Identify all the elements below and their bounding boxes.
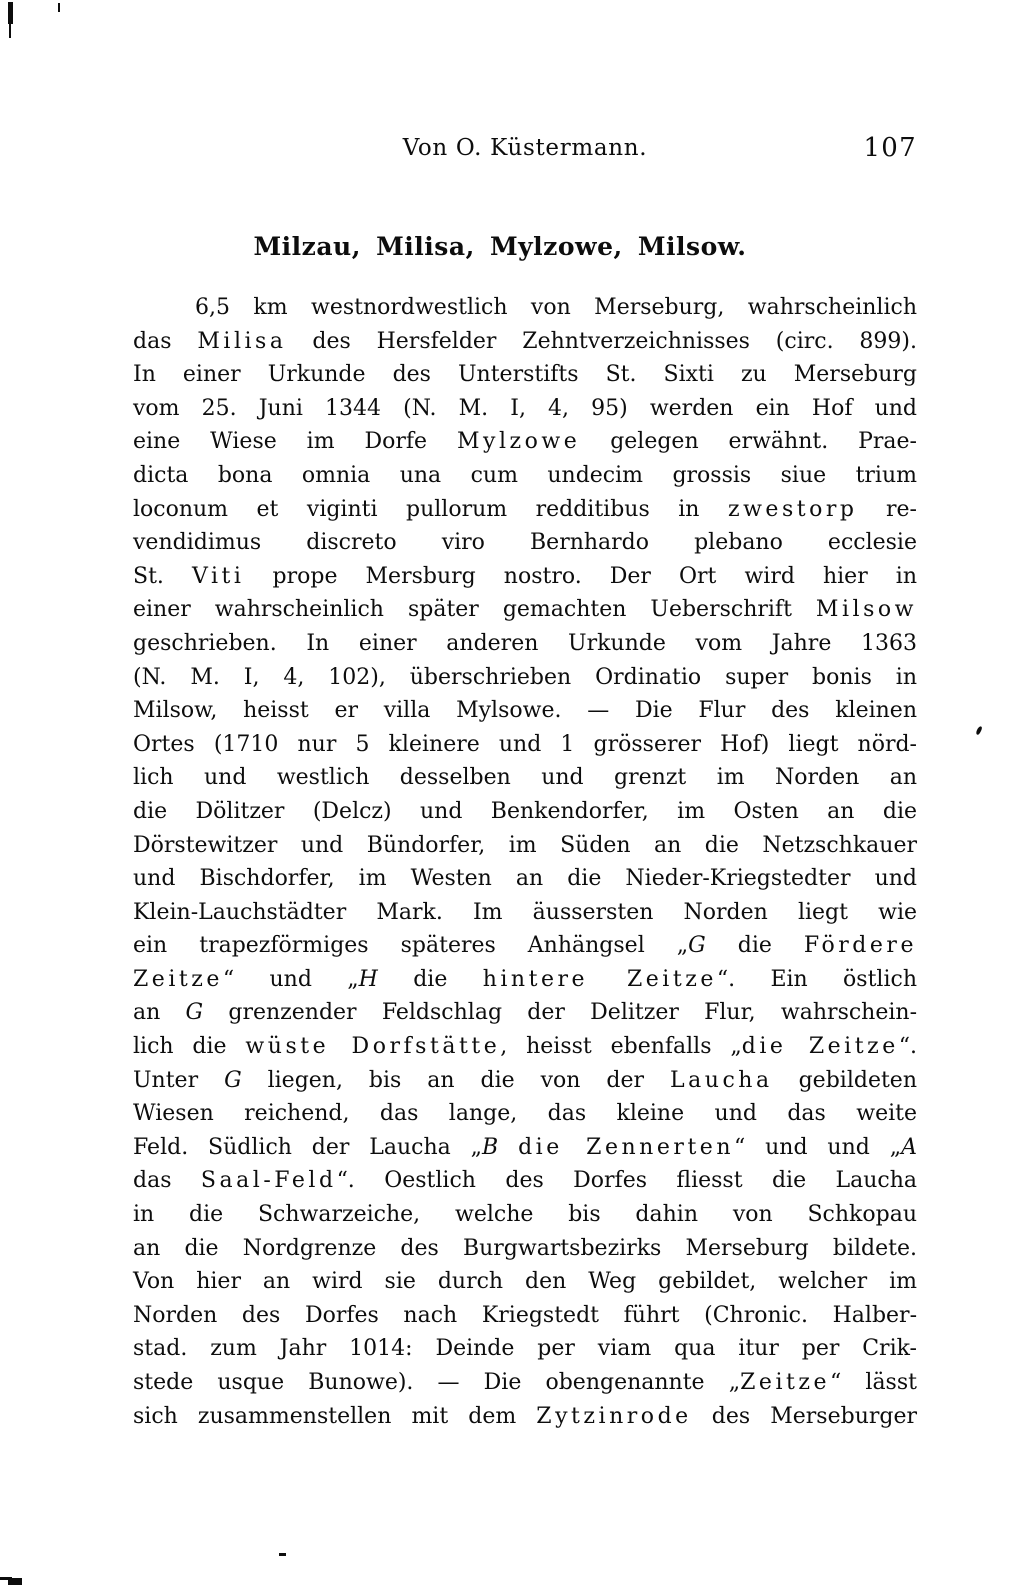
- section-title: Milzau, Milisa, Mylzowe, Milsow.: [253, 232, 747, 261]
- text-line: [133, 1164, 917, 1198]
- text-segment-italic: H: [358, 966, 378, 992]
- text-line: [133, 795, 917, 829]
- text-segment: Wiesen reichend, das lange, das kleine und das weite: [133, 1101, 917, 1127]
- scan-artifact-top-left-bar: [8, 2, 13, 24]
- text-segment: Norden des Dorfes nach Kriegstedt führt (Chronic. Halber-: [133, 1302, 917, 1328]
- text-segment: die: [377, 966, 483, 992]
- text-line: [133, 761, 917, 795]
- text-segment-spaced: Milsow: [815, 597, 917, 623]
- text-line: [133, 459, 917, 493]
- text-segment-spaced: die Zeitze: [741, 1034, 899, 1060]
- text-segment: “. Oestlich des Dorfes fliesst die Laucha: [336, 1168, 918, 1194]
- scan-artifact-right-speck: [975, 726, 982, 736]
- text-segment: und Bischdorfer, im Westen an die Nieder-Kriegstedter und: [133, 866, 917, 892]
- text-line: [133, 829, 917, 863]
- text-segment: , heisst ebenfalls „: [500, 1034, 742, 1060]
- text-segment: re-: [857, 496, 917, 522]
- text-line: [133, 325, 917, 359]
- text-segment-spaced: Saal-Feld: [200, 1168, 337, 1194]
- text-segment-spaced: hintere Zeitze: [482, 966, 717, 992]
- scan-artifact-top-tick: [58, 3, 60, 12]
- text-segment: (N. M. I, 4, 102), überschrieben Ordinatio super bonis in: [133, 664, 917, 690]
- text-segment-spaced: wüste Dorfstätte: [245, 1034, 501, 1060]
- scan-artifact-top-left-bar-thin: [9, 24, 11, 38]
- text-line: [133, 1299, 917, 1333]
- text-segment: vendidimus discreto viro Bernhardo plebano ecclesie: [133, 530, 917, 556]
- text-line: [133, 627, 917, 661]
- text-line: [133, 1332, 917, 1366]
- text-segment-spaced: Laucha: [670, 1067, 773, 1093]
- text-segment: “. Ein östlich: [716, 966, 917, 992]
- text-segment: Milsow, heisst er villa Mylsowe. — Die Flur des kleinen: [133, 698, 917, 724]
- text-segment: geschrieben. In einer anderen Urkunde vom Jahre 1363: [133, 630, 917, 656]
- text-line: [133, 694, 917, 728]
- text-line: [133, 425, 917, 459]
- text-segment-spaced: Zeitze: [133, 966, 223, 992]
- text-segment: einer wahrscheinlich später gemachten Ueberschrift: [133, 597, 816, 623]
- text-segment-italic: B: [482, 1134, 499, 1160]
- text-line: [133, 862, 917, 896]
- running-header-author: Von O. Küstermann.: [402, 135, 648, 161]
- text-line: [133, 358, 917, 392]
- text-segment: stad. zum Jahr 1014: Deinde per viam qua itur per Crik-: [133, 1336, 917, 1362]
- text-segment: prope Mersburg nostro. Der Ort wird hier in: [244, 563, 917, 589]
- text-segment: lich und westlich desselben und grenzt im Norden an: [133, 765, 917, 791]
- text-segment: “.: [898, 1034, 918, 1060]
- text-line: [133, 1265, 917, 1299]
- text-segment: Ortes (1710 nur 5 kleinere und 1 grösserer Hof) liegt nörd-: [133, 731, 917, 757]
- text-segment: des Hersfelder Zehntverzeichnisses (circ. 899).: [286, 328, 917, 354]
- text-segment: In einer Urkunde des Unterstifts St. Sixti zu Merseburg: [133, 362, 917, 388]
- text-segment: St.: [133, 563, 192, 589]
- text-segment-spaced: Milisa: [197, 328, 287, 354]
- text-line: [133, 526, 917, 560]
- text-line: [133, 1198, 917, 1232]
- text-segment: das: [133, 328, 198, 354]
- text-segment: das: [133, 1168, 201, 1194]
- text-line: [133, 963, 917, 997]
- text-segment: an die Nordgrenze des Burgwartsbezirks Merseburg bildete.: [133, 1235, 917, 1261]
- text-line: [133, 728, 917, 762]
- text-segment: “ und und „: [734, 1134, 902, 1160]
- running-header: [133, 135, 917, 165]
- text-segment: die Dölitzer (Delcz) und Benkendorfer, im Osten an die: [133, 798, 917, 824]
- text-segment: “ und „: [222, 966, 359, 992]
- text-line: [133, 1232, 917, 1266]
- text-line: [133, 1064, 917, 1098]
- text-segment: in die Schwarzeiche, welche bis dahin von Schkopau: [133, 1202, 917, 1228]
- scan-artifact-bottom-dash: [279, 1553, 286, 1556]
- text-segment: “ lässt: [830, 1370, 917, 1395]
- text-line: [133, 1400, 917, 1434]
- text-segment-italic: G: [185, 1000, 204, 1026]
- text-segment-spaced: Zytzinrode: [536, 1403, 692, 1429]
- text-segment: Klein-Lauchstädter Mark. Im äussersten Norden liegt wie: [133, 899, 917, 925]
- text-segment: an: [133, 1000, 186, 1026]
- text-line: [133, 929, 917, 963]
- text-segment-italic: G: [224, 1067, 242, 1093]
- text-segment: loconum et viginti pullorum redditibus in: [133, 496, 728, 522]
- text-line: [133, 1030, 917, 1064]
- text-segment-spaced: Fördere: [803, 933, 918, 959]
- text-line: [133, 392, 917, 426]
- page-number: 107: [863, 133, 917, 163]
- text-segment-spaced: Zeitze: [740, 1370, 831, 1395]
- text-segment: stede usque Bunowe). — Die obengenannte „: [133, 1370, 741, 1395]
- text-segment: die: [705, 933, 804, 959]
- text-segment: des Merseburger: [691, 1403, 918, 1429]
- text-segment: lich die: [133, 1034, 246, 1060]
- text-line: [133, 291, 917, 325]
- text-line: [133, 896, 917, 930]
- text-segment: liegen, bis an die von der: [241, 1067, 671, 1093]
- text-line: [133, 493, 917, 527]
- text-segment: vom 25. Juni 1344 (N. M. I, 4, 95) werden ein Hof und: [133, 395, 917, 421]
- text-segment-italic: A: [901, 1134, 917, 1160]
- text-segment: grenzender Feldschlag der Delitzer Flur, wahrschein-: [203, 1000, 918, 1026]
- text-segment-spaced: die Zennerten: [518, 1134, 735, 1160]
- page-body: [133, 291, 917, 1433]
- text-segment-spaced: zwestorp: [727, 496, 858, 522]
- text-line: [133, 1131, 917, 1165]
- text-segment: [498, 1135, 518, 1160]
- text-segment: dicta bona omnia una cum undecim grossis siue trium: [133, 462, 917, 488]
- text-segment-spaced: Viti: [191, 563, 245, 589]
- text-line: [133, 1366, 917, 1400]
- text-segment: Feld. Südlich der Laucha „: [133, 1134, 483, 1160]
- text-segment: eine Wiese im Dorfe: [133, 429, 457, 455]
- text-segment: Dörstewitzer und Bündorfer, im Süden an die Netzschkauer: [133, 832, 917, 858]
- text-segment: sich zusammenstellen mit dem: [133, 1403, 537, 1429]
- text-segment: 6,5 km westnordwestlich von Merseburg, wahrscheinlich: [195, 295, 917, 320]
- text-line: [133, 1097, 917, 1131]
- text-line: [133, 560, 917, 594]
- text-segment-italic: G: [688, 933, 706, 959]
- text-segment: ein trapezförmiges späteres Anhängsel „: [133, 933, 689, 959]
- text-segment: gebildeten: [772, 1067, 917, 1093]
- text-line: [133, 661, 917, 695]
- scan-artifact-bottom-left-bar: [8, 1578, 22, 1585]
- text-line: [133, 996, 917, 1030]
- text-line: [133, 593, 917, 627]
- text-segment-spaced: Mylzowe: [456, 429, 581, 455]
- text-segment: Von hier an wird sie durch den Weg gebildet, welcher im: [133, 1269, 917, 1295]
- text-segment: Unter: [133, 1067, 225, 1093]
- text-segment: gelegen erwähnt. Prae-: [580, 429, 917, 455]
